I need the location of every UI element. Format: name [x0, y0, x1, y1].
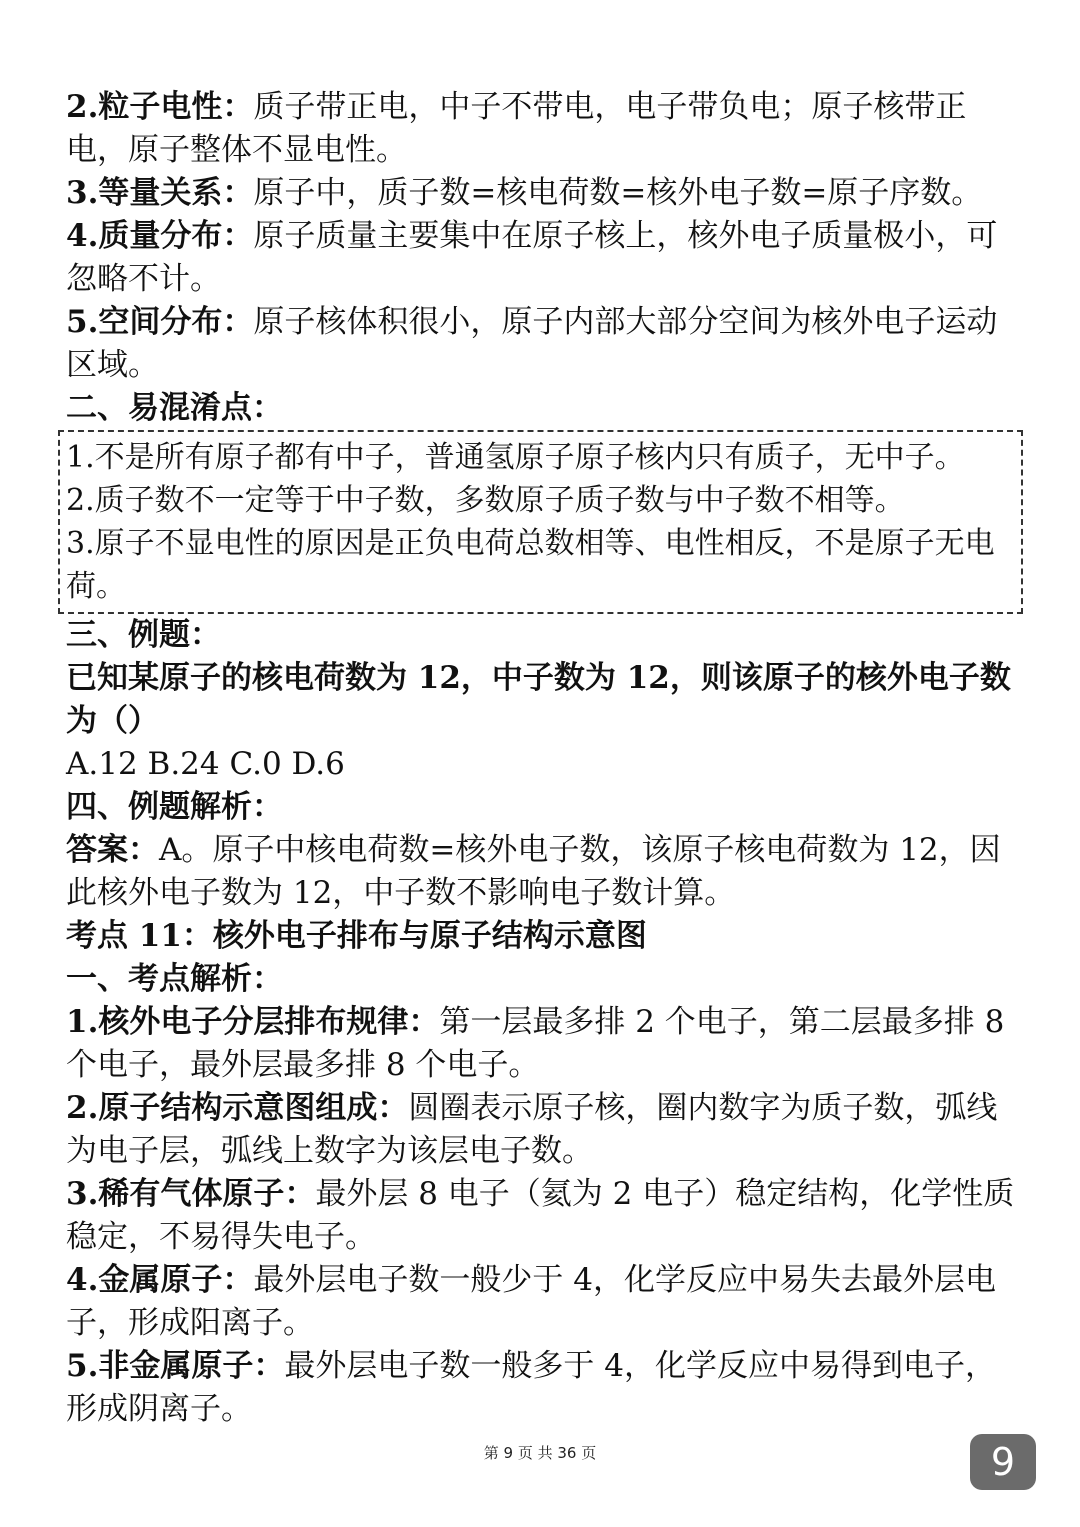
analysis-text: A。原子中核电荷数=核外电子数，该原子核电荷数为 12，因此核外电子数为 12，中子数不影响电子数计算。	[66, 832, 1001, 911]
paragraph-text: 最外层 8 电子（氦为 2 电子）稳定结构，化学性质稳定，不易得失电子。	[66, 1176, 1015, 1255]
confusing-item-3: 3.原子不显电性的原因是正负电荷总数相等、电性相反，不是原子无电荷。	[66, 526, 995, 604]
paragraph-label: 5.空间分布：	[66, 304, 254, 340]
paragraph-electron-layers	[66, 1001, 1021, 1087]
paragraph-label: 4.质量分布：	[66, 218, 254, 254]
paragraph-label: 3.等量关系：	[66, 175, 254, 211]
example-question: 已知某原子的核电荷数为 12，中子数为 12，则该原子的核外电子数为（）	[66, 660, 1011, 739]
paragraph-text: 圆圈表示原子核，圈内数字为质子数，弧线为电子层，弧线上数字为该层电子数。	[66, 1090, 998, 1169]
paragraph-noble-gas	[66, 1173, 1021, 1259]
analysis-heading: 四、例题解析：	[66, 789, 283, 825]
paragraph-label: 2.粒子电性：	[66, 89, 254, 125]
paragraph-text: 原子质量主要集中在原子核上，核外电子质量极小，可忽略不计。	[66, 218, 998, 297]
page-footer: 第 9 页 共 36 页	[483, 1444, 597, 1462]
paragraph-label: 3.稀有气体原子：	[66, 1176, 316, 1212]
page-number-badge: 9	[970, 1434, 1036, 1490]
paragraph-label: 2.原子结构示意图组成：	[66, 1090, 409, 1126]
confusing-item-2: 2.质子数不一定等于中子数，多数原子质子数与中子数不相等。	[66, 483, 905, 518]
paragraph-space-distribution	[66, 301, 1021, 387]
paragraph-text: 质子带正电，中子不带电，电子带负电；原子核带正电，原子整体不显电性。	[66, 89, 967, 168]
example-heading: 三、例题：	[66, 617, 221, 653]
paragraph-mass-distribution	[66, 215, 1021, 301]
paragraph-text: 最外层电子数一般多于 4，化学反应中易得到电子，形成阴离子。	[66, 1348, 996, 1427]
paragraph-text: 最外层电子数一般少于 4，化学反应中易失去最外层电子，形成阳离子。	[66, 1262, 996, 1341]
paragraph-text: 第一层最多排 2 个电子，第二层最多排 8 个电子，最外层最多排 8 个电子。	[66, 1004, 1015, 1083]
paragraph-text: 原子核体积很小，原子内部大部分空间为核外电子运动区域。	[66, 304, 998, 383]
topic-title: 考点 11：核外电子排布与原子结构示意图	[66, 918, 647, 954]
page-content	[66, 86, 1021, 1431]
paragraph-metal-atom	[66, 1259, 1021, 1345]
paragraph-particle-charge	[66, 86, 1021, 172]
confusing-points-box	[58, 430, 1023, 614]
analysis-paragraph	[66, 829, 1021, 915]
paragraph-label: 1.核外电子分层排布规律：	[66, 1004, 440, 1040]
paragraph-equal-relation	[66, 172, 1021, 215]
confusing-points-heading: 二、易混淆点：	[66, 390, 283, 426]
paragraph-label: 5.非金属原子：	[66, 1348, 285, 1384]
paragraph-structure-diagram	[66, 1087, 1021, 1173]
analysis-label: 答案：	[66, 832, 159, 868]
paragraph-text: 原子中，质子数=核电荷数=核外电子数=原子序数。	[253, 175, 983, 211]
example-options: A.12 B.24 C.0 D.6	[66, 746, 345, 782]
topic-subheading: 一、考点解析：	[66, 961, 283, 997]
confusing-item-1: 1.不是所有原子都有中子，普通氢原子原子核内只有质子，无中子。	[66, 440, 965, 475]
paragraph-label: 4.金属原子：	[66, 1262, 254, 1298]
paragraph-nonmetal-atom	[66, 1345, 1021, 1431]
